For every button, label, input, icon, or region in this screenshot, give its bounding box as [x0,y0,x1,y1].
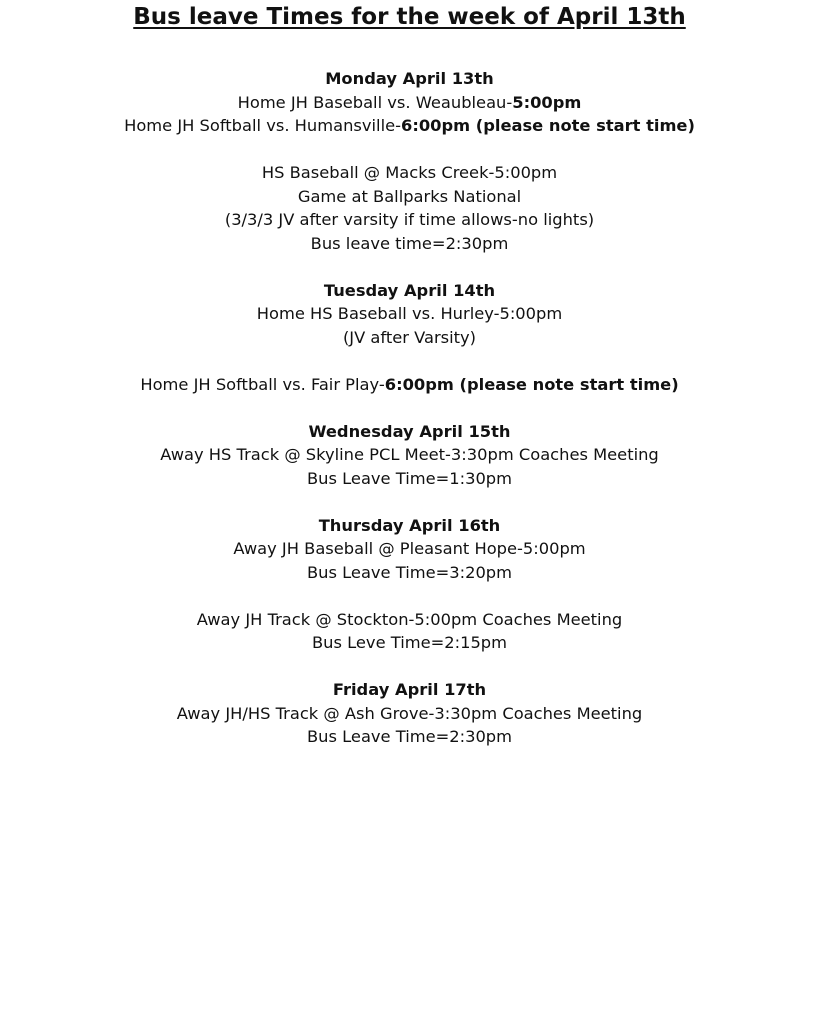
day-section-thursday [0,514,819,655]
bus-leave-time: Bus leave time=2:30pm [310,233,509,253]
spacer [0,138,819,162]
event-time: 6:00pm (please note start time) [384,374,679,394]
event-line: (3/3/3 JV after varsity if time allows-no lights) [224,210,595,229]
event-line: Away JH Baseball @ Pleasant Hope-5:00pm [233,539,586,558]
bus-leave-time: Bus Leave Time=2:30pm [307,727,512,746]
event-text: Home JH Baseball vs. Weaubleau- [237,92,513,112]
spacer [0,655,819,679]
event-line: Away JH/HS Track @ Ash Grove-3:30pm Coaches Meeting [176,703,643,723]
event-line: HS Baseball @ Macks Creek-5:00pm [261,163,558,182]
spacer [0,255,819,279]
spacer [0,584,819,608]
spacer [0,396,819,420]
day-heading-wednesday: Wednesday April 15th [308,421,511,441]
schedule-content [0,67,819,749]
event-line [0,114,819,138]
day-section-friday [0,678,819,749]
event-time: 5:00pm [512,92,582,112]
day-heading-thursday: Thursday April 16th [318,515,501,535]
bus-leave-time: Bus Leave Time=3:20pm [307,562,512,582]
day-heading-monday: Monday April 13th [325,69,494,88]
day-heading-friday: Friday April 17th [332,680,487,699]
event-time: 6:00pm (please note start time) [400,116,695,135]
page-title: Bus leave Times for the week of April 13th [133,4,686,30]
event-text: Home JH Softball vs. Fair Play- [140,374,385,394]
event-line: Home HS Baseball vs. Hurley-5:00pm [256,304,563,323]
event-line [0,373,819,397]
spacer [0,349,819,373]
event-line: Game at Ballparks National [297,186,522,206]
spacer [0,490,819,514]
event-line: (JV after Varsity) [342,327,477,347]
bus-leave-time: Bus Leve Time=2:15pm [311,633,508,652]
day-section-wednesday [0,420,819,491]
day-heading-tuesday: Tuesday April 14th [323,280,496,300]
day-section-tuesday [0,279,819,397]
event-line: Away HS Track @ Skyline PCL Meet-3:30pm Coaches Meeting [160,445,659,464]
day-section-monday [0,67,819,255]
event-text: Home JH Softball vs. Humansville- [124,116,401,135]
event-line [0,91,819,115]
bus-leave-time: Bus Leave Time=1:30pm [307,468,512,488]
event-line: Away JH Track @ Stockton-5:00pm Coaches Meeting [196,609,623,629]
